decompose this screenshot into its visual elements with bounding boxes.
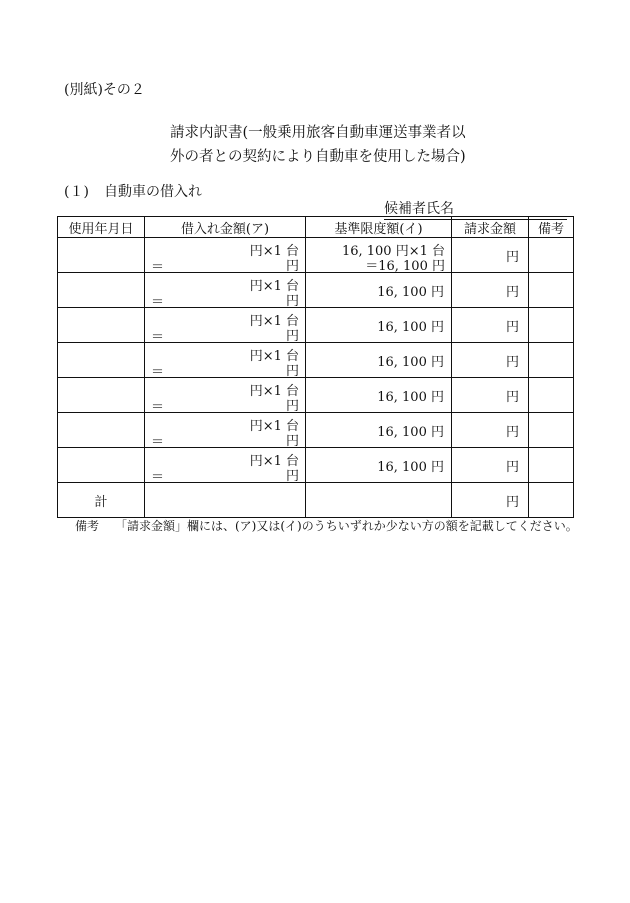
remarks-cell[interactable] [529, 448, 574, 483]
limit-amount-cell: 16, 100 円 [306, 343, 452, 378]
date-cell[interactable] [58, 448, 145, 483]
document-title-line2: 外の者との契約により自動車を使用した場合) [170, 149, 466, 165]
borrow-total-unit: 円 [285, 399, 299, 414]
header-remarks: 備考 [529, 217, 574, 238]
claim-amount-cell[interactable]: 円 [452, 238, 529, 273]
borrow-amount-cell[interactable] [145, 448, 306, 483]
remarks-cell[interactable] [529, 378, 574, 413]
total-borrow-cell [145, 483, 306, 518]
date-cell[interactable] [58, 413, 145, 448]
table-row [58, 448, 574, 483]
date-cell[interactable] [58, 308, 145, 343]
header-date: 使用年月日 [58, 217, 145, 238]
date-cell[interactable] [58, 378, 145, 413]
table-row [58, 413, 574, 448]
claim-amount-cell[interactable]: 円 [452, 343, 529, 378]
section-number: (１) [64, 184, 89, 200]
borrow-amount-cell[interactable] [145, 343, 306, 378]
total-remarks-cell [529, 483, 574, 518]
section-heading [64, 181, 202, 201]
table-row [58, 273, 574, 308]
borrow-amount-cell[interactable] [145, 413, 306, 448]
borrow-unit-text: 円×1 台 [249, 314, 299, 329]
borrow-total-unit: 円 [285, 469, 299, 484]
total-label: 計 [58, 483, 145, 518]
borrow-unit-text: 円×1 台 [249, 419, 299, 434]
limit-amount-cell [306, 238, 452, 273]
borrow-total-unit: 円 [285, 329, 299, 344]
section-title: 自動車の借入れ [104, 184, 202, 200]
limit-amount-cell: 16, 100 円 [306, 378, 452, 413]
footnote [75, 517, 578, 534]
claim-amount-cell[interactable]: 円 [452, 413, 529, 448]
borrow-unit-text: 円×1 台 [249, 384, 299, 399]
limit-result-text: ＝16, 100 円 [365, 259, 445, 274]
remarks-cell[interactable] [529, 238, 574, 273]
limit-amount-cell: 16, 100 円 [306, 273, 452, 308]
claim-amount-cell[interactable]: 円 [452, 273, 529, 308]
equals-sign: ＝ [151, 260, 165, 275]
total-claim-cell[interactable]: 円 [452, 483, 529, 518]
header-limit-amount: 基準限度額(イ) [306, 217, 452, 238]
equals-sign: ＝ [151, 295, 165, 310]
borrow-total-unit: 円 [285, 294, 299, 309]
table-row [58, 238, 574, 273]
header-borrow-amount: 借入れ金額(ア) [145, 217, 306, 238]
date-cell[interactable] [58, 238, 145, 273]
limit-amount-cell: 16, 100 円 [306, 413, 452, 448]
borrow-total-unit: 円 [285, 364, 299, 379]
footnote-text: 「請求金額」欄には、(ア)又は(イ)のうちいずれか少ない方の額を記載してください。 [115, 519, 578, 533]
table-row [58, 308, 574, 343]
total-row [58, 483, 574, 518]
table-header-row [58, 217, 574, 238]
limit-calc-text: 16, 100 円×1 台 [341, 244, 445, 259]
borrow-amount-cell[interactable] [145, 308, 306, 343]
equals-sign: ＝ [151, 435, 165, 450]
equals-sign: ＝ [151, 400, 165, 415]
table-row [58, 378, 574, 413]
footnote-lead: 備考 [75, 519, 100, 533]
borrow-total-unit: 円 [285, 434, 299, 449]
date-cell[interactable] [58, 343, 145, 378]
header-claim-amount: 請求金額 [452, 217, 529, 238]
borrow-total-unit: 円 [285, 259, 299, 274]
borrow-amount-cell[interactable] [145, 378, 306, 413]
limit-amount-cell: 16, 100 円 [306, 448, 452, 483]
borrow-unit-text: 円×1 台 [249, 244, 299, 259]
borrow-unit-text: 円×1 台 [249, 349, 299, 364]
document-title-line1: 請求内訳書(一般乗用旅客自動車運送事業者以 [170, 125, 466, 141]
candidate-name-field: 候補者氏名 [384, 198, 567, 220]
total-limit-cell [306, 483, 452, 518]
borrow-amount-cell[interactable] [145, 273, 306, 308]
limit-amount-cell: 16, 100 円 [306, 308, 452, 343]
claim-breakdown-table [57, 216, 574, 518]
date-cell[interactable] [58, 273, 145, 308]
table-row [58, 343, 574, 378]
remarks-cell[interactable] [529, 273, 574, 308]
remarks-cell[interactable] [529, 343, 574, 378]
claim-amount-cell[interactable]: 円 [452, 378, 529, 413]
remarks-cell[interactable] [529, 308, 574, 343]
claim-amount-cell[interactable]: 円 [452, 308, 529, 343]
equals-sign: ＝ [151, 470, 165, 485]
borrow-unit-text: 円×1 台 [249, 279, 299, 294]
remarks-cell[interactable] [529, 413, 574, 448]
claim-amount-cell[interactable]: 円 [452, 448, 529, 483]
equals-sign: ＝ [151, 330, 165, 345]
appendix-label: (別紙)その２ [64, 82, 145, 98]
borrow-unit-text: 円×1 台 [249, 454, 299, 469]
borrow-amount-cell[interactable] [145, 238, 306, 273]
equals-sign: ＝ [151, 365, 165, 380]
